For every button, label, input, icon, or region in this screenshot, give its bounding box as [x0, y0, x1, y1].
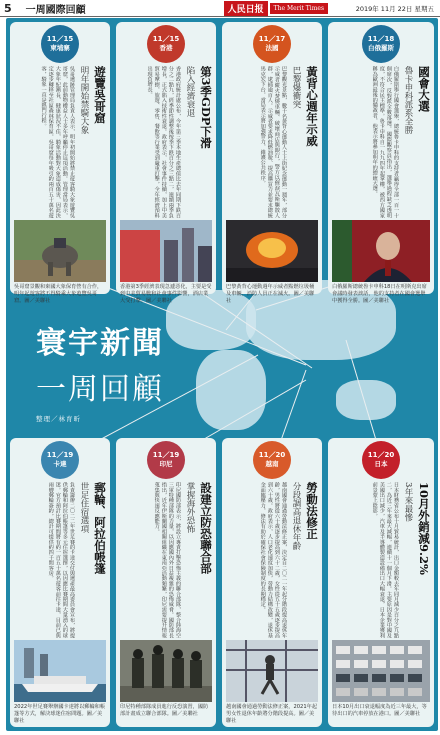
date-label: 11／19 [152, 451, 180, 459]
date-label: 11／17 [258, 35, 286, 43]
header-divider [0, 16, 440, 17]
masthead-english: The Merit Times [270, 3, 328, 14]
date-tag [362, 25, 400, 63]
export-cars-photo [332, 640, 430, 702]
date-label: 11／19 [46, 451, 74, 459]
headline: 設建立防恐聯合部 [199, 482, 213, 574]
news-card-vietnam [222, 438, 322, 727]
date-label: 11／18 [367, 35, 395, 43]
date-label: 11／15 [46, 35, 74, 43]
place-label: 印尼 [159, 460, 173, 468]
date-label: 11／20 [258, 451, 286, 459]
photo-caption: 2022年世足賽舉辦國卡達將以郵輪和帳篷等方式，解決球迷住宿問題。圖／美聯社 [14, 704, 106, 724]
place-label: 法國 [265, 44, 279, 52]
article-body: 巴黎觀光景點，數千名黃背心運動人士上街紀念運動一週年，部分示威者縱火焚燒車輛、破壞商店與銀行，警方以催淚瓦斯驅散人群，逮捕逾百人。示威者要求降低燃油稅、提高購買力並要求總統馬克宏下台。當局表示將加強警力，維護公共秩序。 [259, 66, 287, 218]
construction-worker-photo [226, 640, 318, 702]
date-label: 11／20 [367, 451, 395, 459]
photo-caption: 香港第3季經濟表現急遽惡化，主要是受到中美貿易戰和社會事件影響，酒店業大受打擊。圖／美聯社 [120, 284, 212, 304]
place-label: 卡達 [53, 460, 67, 468]
date-tag [253, 441, 291, 479]
cruise-ship-photo [14, 640, 106, 702]
news-card-france [222, 22, 322, 304]
date-tag [41, 25, 79, 63]
subhead: 巴黎爆衝突 [291, 66, 301, 109]
news-card-qatar [10, 438, 110, 727]
subhead: 世足住宿選項 [79, 482, 89, 533]
section-title: 一周國際回顧 [25, 4, 86, 16]
headline: 遊覽吳哥窟 [93, 66, 107, 124]
feature-title [36, 318, 164, 423]
date-label: 11／15 [152, 35, 180, 43]
headline: 10月外銷減9.2% [417, 482, 431, 575]
date-tag [147, 441, 185, 479]
hong-kong-photo [120, 220, 212, 282]
article-body: 負責籌辦二〇二二年世足賽的卡達交付與遺產最高委員會宣布，將提供郵輪和阿拉伯帳篷等多元住宿選擇，以因應比賽期間大量湧入的球迷。官方預計比賽期間將有約一百五十萬名遊客前往卡達，目前已與兩艘郵輪簽約，總計可提供約四千間客房。 [47, 482, 75, 638]
article-body: 香港政府統計處公布，今年第三季本地生產總值比去年同期下跌百分之二點九，經季節性調整後按季下跌百分之三點二，連續兩季負增長，正式陷入技術性衰退。政府表示，社會事件持續，加上中美貿易摩擦，旅遊、零售、餐飲等行業受到嚴重打擊，全年經濟預料出現負增長。 [146, 66, 181, 218]
photo-caption: 越南國會通過勞動法修正案，2021年起男女性退休年齡將分階段提高。圖／美聯社 [226, 704, 318, 724]
subhead: 明年開始禁騎大象 [79, 66, 89, 134]
headline: 黃背心週年示威 [305, 66, 319, 147]
headline: 郵輪、阿拉伯帳篷 [93, 482, 107, 574]
subhead: 分段調高退休年齡 [291, 482, 301, 550]
place-label: 日本 [374, 460, 388, 468]
date-tag [41, 441, 79, 479]
place-label: 香港 [159, 44, 173, 52]
headline: 第3季GDP下滑 [199, 66, 213, 149]
headline: 國會大選 [417, 66, 431, 112]
photo-caption: 白俄羅斯總統魯卡申科18日在明斯克出席會議時發表談話，他的支持者在國會選舉中獲得全勝。圖／美聯社 [332, 284, 427, 304]
article-body: 吳哥遺跡管理局負責人表示，明年初開始將禁止遊客騎大象遊覽吳哥窟，此前動物權益人士多年呼籲停止這項活動。管理當局表示，大象年紀漸長、健康狀況不佳，騎象活動對大象造成傷害，因此決定逐步轉移至社區森林保育區。吳哥窟每年吸引約兩百五十萬名遊客，騎象一直是熱門行程。 [40, 66, 75, 218]
masthead-logo: 人民日报 [224, 1, 268, 16]
page-header [0, 0, 440, 16]
photo-caption: 巴黎黃背心運動週年示威者點燃垃圾桶及車輛，消防人員正在滅火。圖／美聯社 [226, 284, 315, 304]
elephant-photo [14, 220, 106, 282]
news-card-hong-kong [116, 22, 216, 304]
title-line-2: 一周回顧 [36, 372, 164, 407]
headline: 勞動法修正 [305, 482, 319, 540]
date-tag [253, 25, 291, 63]
france-protest-photo [226, 220, 318, 282]
article-body: 印尼國防部表示，將設立專責打擊恐怖主義的聯合部隊，整合陸海空三軍特種部隊的力量，以因應國內外日益複雜的恐怖威脅。國防部長指出，近年伊斯蘭國相關組織在東南亞活動頻繁，印尼需要提升情報蒐集與快速反應能力。 [153, 482, 181, 638]
subhead: 3年來最慘 [403, 482, 413, 522]
article-body: 白俄羅斯舉行國會選舉，總統魯卡申科的支持者贏得全部一百一十個席次，反對派全數落選。國際觀察員指出，選舉過程缺乏透明度，不符合民主標準。魯卡申科自一九九四年起掌權，被西方國家稱為歐洲最後的獨裁者，他表示將參加明年的總統大選。 [371, 66, 399, 218]
date-tag [147, 25, 185, 63]
article-body: 日本財務省公布十月貿易統計，出口金額較去年同月減少百分之九點二，為近三年來最大減幅，連續十一個月下滑。主要原因是對中國及美國出口減少，汽車及半導體製造設備出口大幅衰退，日本企業獲利前景蒙上陰影。 [371, 482, 399, 638]
page-number: 5 [4, 1, 12, 15]
photo-caption: 日本10月出口衰退幅度為近三年最大，等待出口的汽車停放在港口。圖／美聯社 [332, 704, 427, 717]
special-forces-photo [120, 640, 212, 702]
news-card-belarus [328, 22, 434, 304]
masthead [224, 1, 328, 16]
subhead: 魯卡申科派系全勝 [403, 66, 413, 134]
place-label: 柬埔寨 [50, 44, 70, 52]
subhead: 掌握海外恐怖 [185, 482, 195, 533]
news-card-japan [328, 438, 434, 727]
news-panel [6, 18, 438, 731]
title-line-1: 寰宇新聞 [36, 326, 164, 361]
place-label: 越南 [265, 460, 279, 468]
belarus-president-photo [332, 220, 430, 282]
place-label: 白俄羅斯 [368, 44, 394, 52]
photo-caption: 吳哥窟景觀和柬國大象保育營有合作，明年起遊客將不得騎乘大象遊覽吳哥窟。圖／美聯社 [14, 284, 103, 304]
byline: 整理／林育昕 [36, 415, 81, 423]
news-card-indonesia [116, 438, 216, 727]
issue-date: 2019年 11月 22日 星期五 [355, 4, 434, 13]
date-tag [362, 441, 400, 479]
photo-caption: 印尼特種部隊成員進行反恐演習，國防部計畫成立聯合部隊。圖／美聯社 [120, 704, 209, 717]
article-body: 越南國會通過勞動法修正案，決定自二〇二一年起分階段提高退休年齡，男性將從六十歲逐步提高到六十二歲，女性從五十五歲逐步提高到六十歲。政府表示，人口老化速度加快，勞動力結構改變，退休基金面臨壓力，修法有助於確保社會保險制度的長期穩定。 [259, 482, 287, 638]
news-card-cambodia [10, 22, 110, 304]
subhead: 陷入經濟衰退 [185, 66, 195, 117]
